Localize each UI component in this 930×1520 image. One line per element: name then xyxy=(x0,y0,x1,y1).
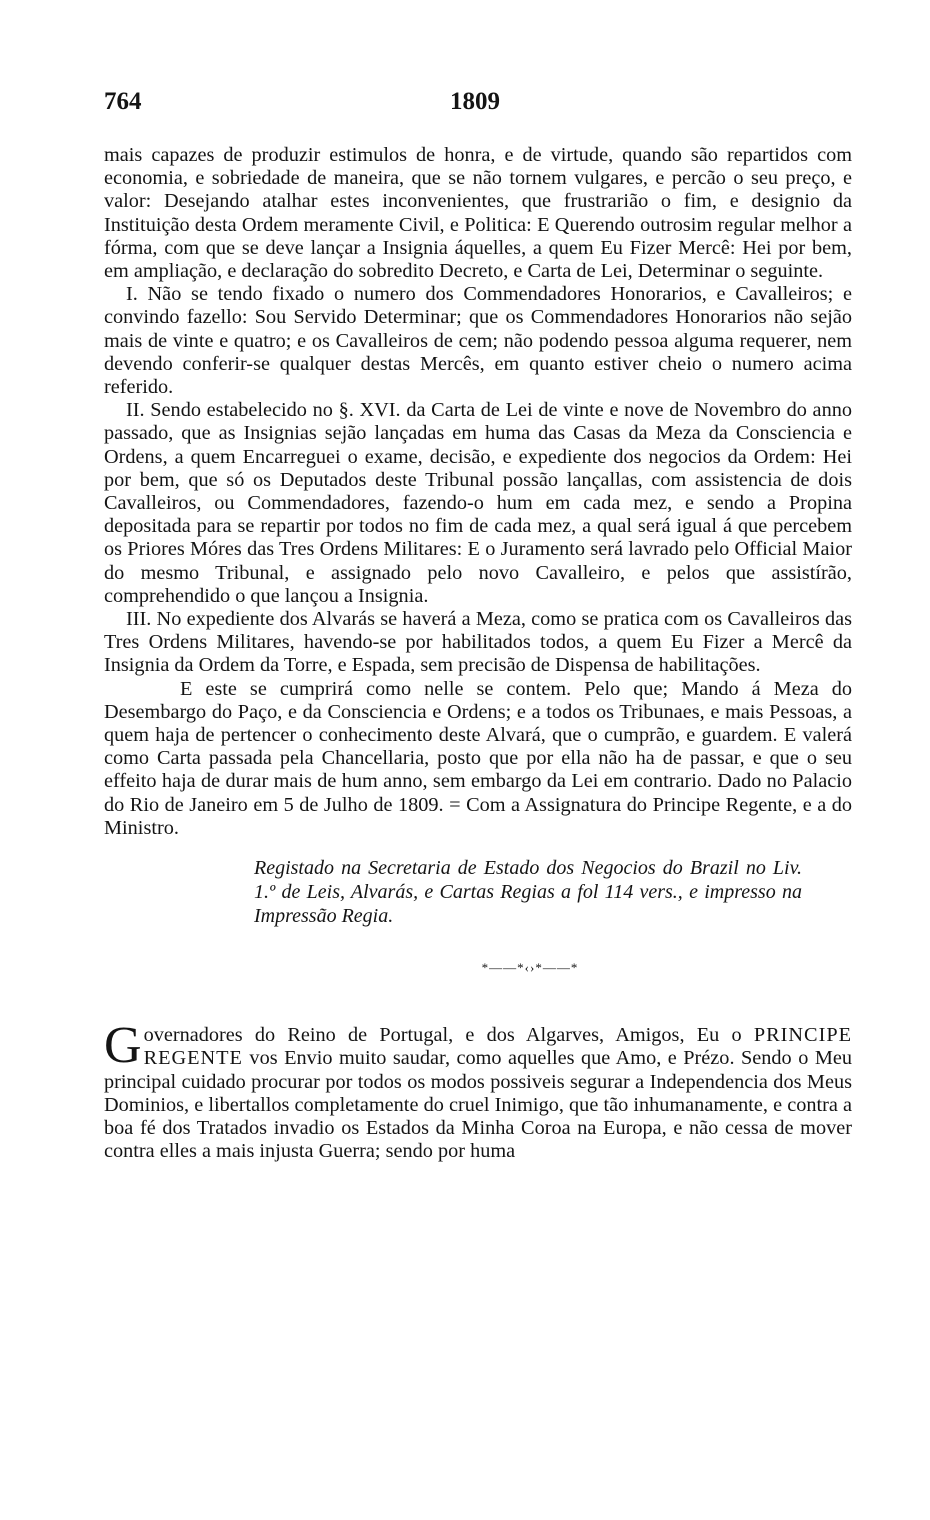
drop-cap-initial: G xyxy=(104,1017,142,1075)
paragraph-intro: mais capazes de produzir estimulos de honra, e de virtude, quando são repartidos com economia, e sobriedade de maneira, que se não tornem vulgares, e percão o seu preço, e valor: Desejando atalhar estes inconvenientes, que frustrarião o fim, e designio da Instituição desta Ordem meramente Civil, e Politica: E Querendo outrosim regular melhor a fórma, com que se deve lançar a Insignia áquelles, a quem Eu Fizer Mercê: Hei por bem, em ampliação, e declaração do sobredito Decreto, e Carta de Lei, Determinar o seguinte. xyxy=(104,144,852,283)
page-number: 764 xyxy=(104,88,142,115)
section-ornament xyxy=(104,960,852,986)
body-text xyxy=(104,144,852,1163)
paragraph-article-1: I. Não se tendo fixado o numero dos Commendadores Honorarios, e Cavalleiros; e convindo fazello: Sou Servido Determinar; que os Commendadores Honorarios não sejão mais de vinte e quatro; e os Cavalleiros de cem; não podendo pessoa alguma requerer, nem devendo conferir-se qualquer destas Mercês, em quanto estiver cheio o numero acima referido. xyxy=(104,283,852,399)
page-header xyxy=(0,88,930,118)
letter-text-continued: vos Envio muito saudar, como aquelles que Amo, e Prézo. Sendo o Meu principal cuidado procurar por todos os modos possiveis segurar a Independencia dos Meus Dominios, e libertallos completamente do cruel Inimigo, que tão inhumanamente, e contra a boa fé dos Tratados invadio os Estados da Minha Coroa na Europa, e não cessa de mover contra elles a mais injusta Guerra; sendo por huma xyxy=(104,1047,852,1163)
ornament-glyphs: *——*‹›*——* xyxy=(481,960,579,976)
page-year: 1809 xyxy=(450,88,500,115)
letter-text-start: overnadores do Reino de Portugal, e dos Algarves, Amigos, Eu o xyxy=(143,1024,754,1047)
paragraph-closing: E este se cumprirá como nelle se contem. Pelo que; Mando á Meza do Desembargo do Paço, e da Consciencia e Ordens; e a todos os Tribunaes, e mais Pessoas, a quem haja de pertencer o conhecimento deste Alvará, que o cumprão, e guardem. E valerá como Carta passada pela Chancellaria, posto que por ella não ha de passar, e que o seu effeito haja de durar mais de hum anno, sem embargo da Lei em contrario. Dado no Palacio do Rio de Janeiro em 5 de Julho de 1809. = Com a Assignatura do Principe Regente, e a do Ministro. xyxy=(104,677,852,839)
paragraph-article-2: II. Sendo estabelecido no §. XVI. da Carta de Lei de vinte e nove de Novembro do anno passado, que as Insignias sejão lançadas em huma das Casas da Meza da Consciencia e Ordens, a quem Encarreguei o exame, decisão, e expediente dos negocios da Ordem: Hei por bem, que só os Deputados deste Tribunal possão lançallas, com assistencia de dois Cavalleiros, ou Commendadores, fazendo-o hum em cada mez, e sendo a Propina depositada para se repartir por todos no fim de cada mez, a qual será igual á que percebem os Priores Móres das Tres Ordens Militares: E o Juramento será lavrado pelo Official Maior do mesmo Tribunal, e assignado pelo novo Cavalleiro, e pelos que assistírão, comprehendido o que lançou a Insignia. xyxy=(104,399,852,607)
paragraph-article-3: III. No expediente dos Alvarás se haverá a Meza, como se pratica com os Cavalleiros das Tres Ordens Militares, havendo-se por habilitados todos, a quem Eu Fizer a Mercê da Insignia da Ordem da Torre, e Espada, sem precisão de Dispensa de habilitações. xyxy=(104,608,852,677)
registry-note: Registado na Secretaria de Estado dos Negocios do Brazil no Liv. 1.º de Leis, Alvarás, e Cartas Regias a fol 114 vers., e impresso na Impressão Regia. xyxy=(254,857,802,928)
prince-regent-name: PRINCIPE REGENTE xyxy=(143,1024,852,1070)
letter-opening xyxy=(104,1017,852,1163)
